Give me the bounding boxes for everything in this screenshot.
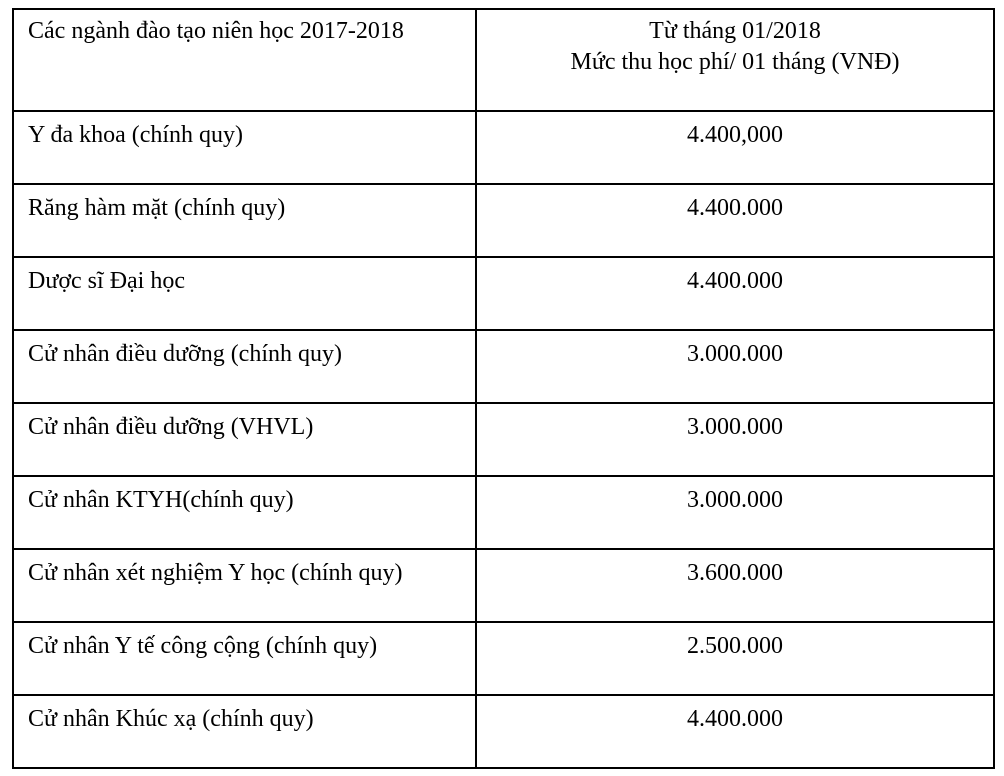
program-cell: Y đa khoa (chính quy) bbox=[13, 111, 476, 184]
table-row bbox=[13, 695, 994, 768]
program-cell: Cử nhân KTYH(chính quy) bbox=[13, 476, 476, 549]
table-row bbox=[13, 111, 994, 184]
program-cell: Cử nhân Khúc xạ (chính quy) bbox=[13, 695, 476, 768]
programs-column-header bbox=[13, 9, 476, 111]
fee-cell: 2.500.000 bbox=[476, 622, 994, 695]
table-row bbox=[13, 184, 994, 257]
program-cell: Cử nhân điều dưỡng (VHVL) bbox=[13, 403, 476, 476]
program-cell: Cử nhân điều dưỡng (chính quy) bbox=[13, 330, 476, 403]
table-header-row bbox=[13, 9, 994, 111]
fee-cell: 3.600.000 bbox=[476, 549, 994, 622]
fee-cell: 4.400.000 bbox=[476, 257, 994, 330]
fee-cell: 3.000.000 bbox=[476, 330, 994, 403]
fee-cell: 4.400,000 bbox=[476, 111, 994, 184]
table-row bbox=[13, 257, 994, 330]
table-row bbox=[13, 476, 994, 549]
fee-cell: 3.000.000 bbox=[476, 476, 994, 549]
fee-cell: 4.400.000 bbox=[476, 695, 994, 768]
fee-header-line2: Mức thu học phí/ 01 tháng (VNĐ) bbox=[570, 49, 900, 76]
program-cell: Răng hàm mặt (chính quy) bbox=[13, 184, 476, 257]
program-cell: Cử nhân Y tế công cộng (chính quy) bbox=[13, 622, 476, 695]
fee-cell: 4.400.000 bbox=[476, 184, 994, 257]
program-cell: Dược sĩ Đại học bbox=[13, 257, 476, 330]
tuition-fee-table bbox=[12, 8, 995, 769]
fee-header-line1: Từ tháng 01/2018 bbox=[649, 18, 821, 44]
fee-cell: 3.000.000 bbox=[476, 403, 994, 476]
table-row bbox=[13, 549, 994, 622]
fee-column-header bbox=[476, 9, 994, 111]
programs-header-label: Các ngành đào tạo niên học 2017-2018 bbox=[28, 18, 404, 44]
table-row bbox=[13, 330, 994, 403]
program-cell: Cử nhân xét nghiệm Y học (chính quy) bbox=[13, 549, 476, 622]
table-row bbox=[13, 403, 994, 476]
table-row bbox=[13, 622, 994, 695]
